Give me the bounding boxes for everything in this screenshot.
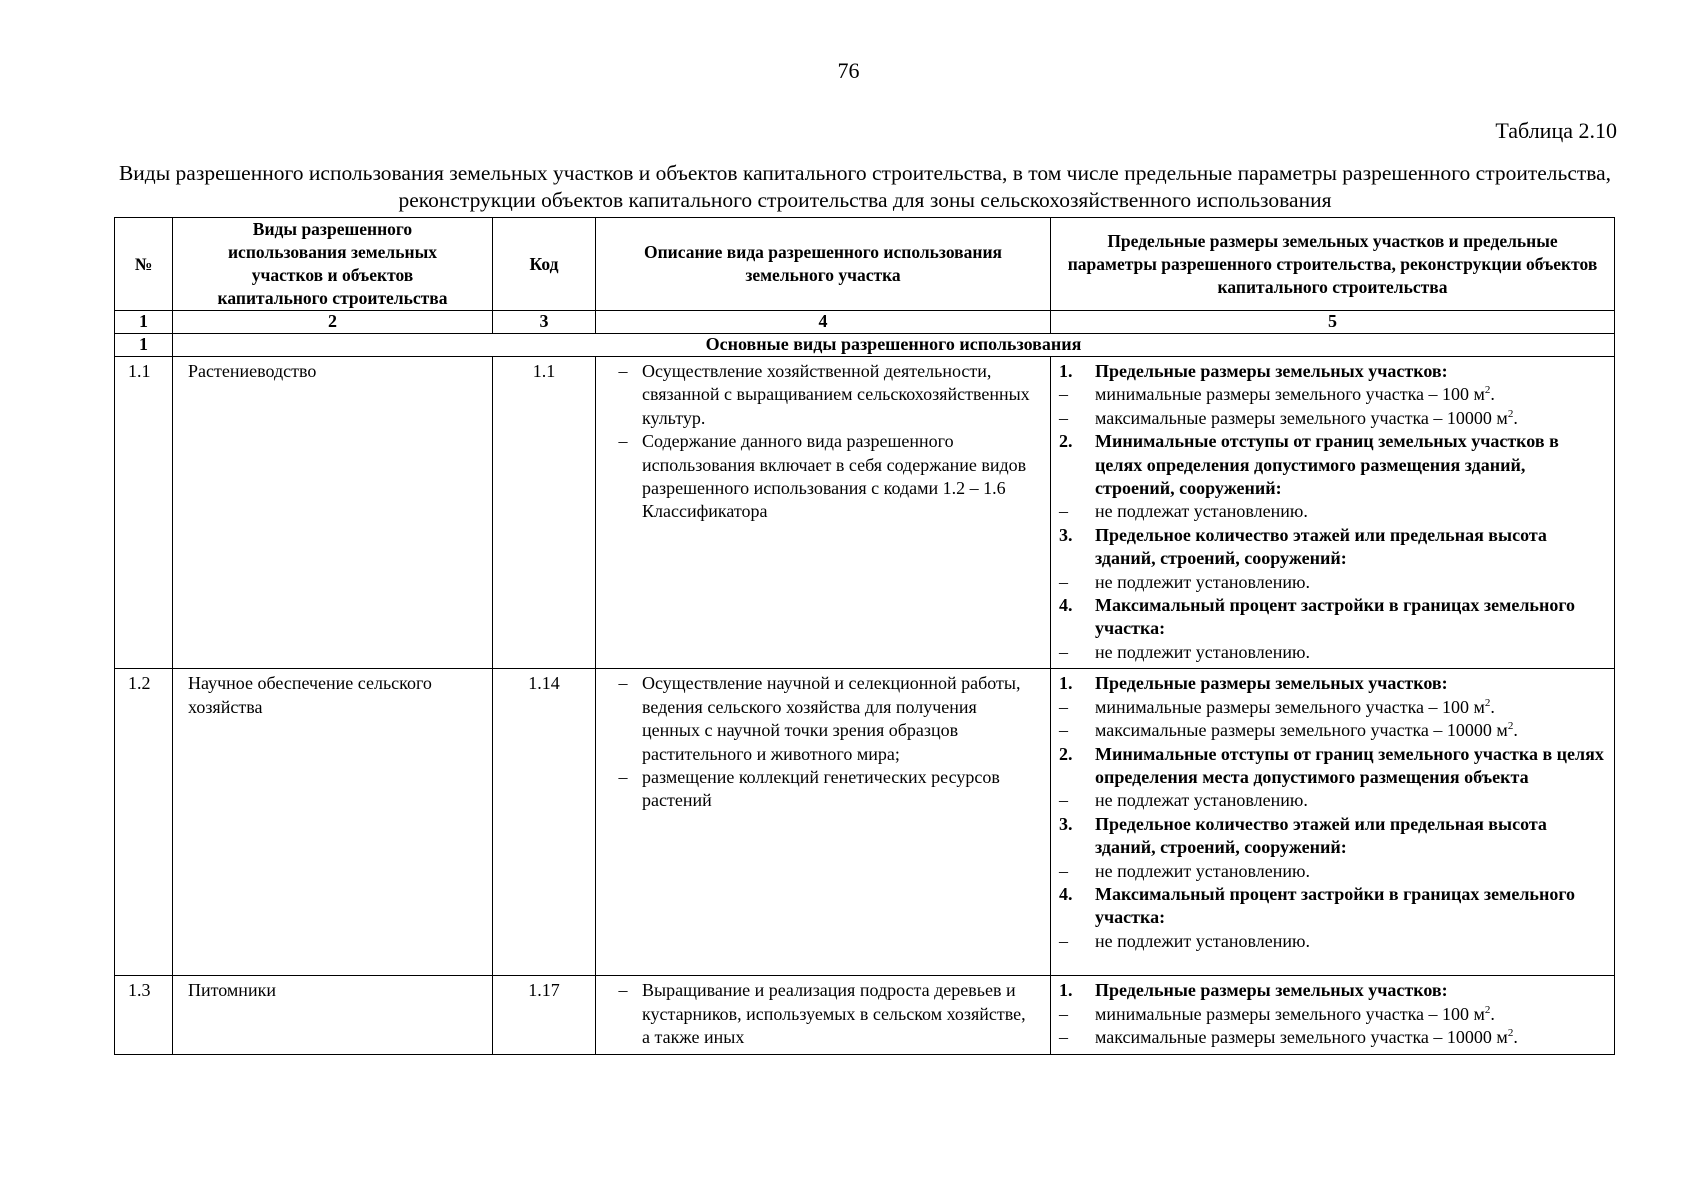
dash-marker: –: [1059, 696, 1068, 717]
item-number: 2.: [1059, 743, 1073, 764]
parameter-text: минимальные размеры земельного участка – 100 $м^2$.: [1095, 1003, 1495, 1024]
row-number: 1.3: [115, 976, 173, 1054]
dash-marker: –: [618, 980, 628, 1001]
table-row: [115, 669, 1615, 976]
item-number: 4.: [1059, 883, 1073, 904]
dash-marker: –: [1059, 501, 1068, 522]
row-use-type: Питомники: [173, 976, 493, 1054]
row-parameters: [1051, 669, 1615, 976]
table-row: [115, 357, 1615, 669]
superscript: 2: [1507, 720, 1514, 733]
superscript: 2: [1484, 1003, 1491, 1016]
dash-marker: –: [618, 361, 628, 381]
section-row: [115, 334, 1615, 357]
land-use-table: [114, 217, 1615, 1055]
parameter-heading: [1059, 594, 1608, 641]
dash-marker: –: [1059, 790, 1068, 811]
parameter-text: не подлежит установлению.: [1095, 860, 1310, 881]
table-row: [115, 976, 1615, 1054]
parameter-heading: [1059, 743, 1608, 790]
row-use-type: Растениеводство: [173, 357, 493, 669]
header-row: [115, 218, 1615, 311]
dash-marker: –: [1059, 930, 1068, 951]
superscript: 2: [1507, 407, 1514, 420]
parameter-text: Предельные размеры земельных участков:: [1095, 980, 1448, 1001]
parameter-text: не подлежит установлению.: [1095, 641, 1310, 662]
parameter-value: [1059, 407, 1608, 430]
parameter-text: Минимальные отступы от границ земельных участков в целях определения допустимого размещения зданий, строений, сооружений:: [1095, 431, 1559, 499]
parameter-text: Предельные размеры земельных участков:: [1095, 673, 1448, 694]
column-number: 5: [1051, 311, 1615, 334]
description-text: Осуществление хозяйственной деятельности, связанной с выращиванием сельскохозяйственных культур.: [642, 361, 1030, 428]
page-number: 76: [837, 58, 860, 83]
row-description: [596, 357, 1051, 669]
dash-marker: –: [618, 766, 628, 787]
parameter-value: [1059, 1003, 1608, 1026]
table-caption: Виды разрешенного использования земельных участков и объектов капитального строительства, в том числе предельные параметры разрешенного строительства, реконструкции объектов капитального строительства для зоны сельскохозяйственного использования: [118, 161, 1612, 212]
parameter-value: [1059, 383, 1608, 406]
description-item: [604, 360, 1038, 430]
item-number: 1.: [1059, 980, 1073, 1001]
parameter-text: максимальные размеры земельного участка – 10000 $м^2$.: [1095, 407, 1518, 428]
parameter-text: не подлежит установлению.: [1095, 571, 1310, 592]
parameter-heading: [1059, 360, 1608, 383]
table-label: Таблица 2.10: [1495, 118, 1617, 143]
dash-marker: –: [1059, 720, 1068, 741]
column-number: 2: [173, 311, 493, 334]
column-number: 1: [115, 311, 173, 334]
parameter-heading: [1059, 524, 1608, 571]
dash-marker: –: [1059, 860, 1068, 881]
column-numbers-row: [115, 311, 1615, 334]
superscript: 2: [1484, 696, 1491, 709]
parameter-text: минимальные размеры земельного участка – 100 $м^2$.: [1095, 696, 1495, 717]
description-text: Выращивание и реализация подроста деревьев и кустарников, используемых в сельском хозяйстве, а также иных: [642, 980, 1026, 1048]
parameter-value: [1059, 641, 1608, 664]
parameter-heading: [1059, 813, 1608, 860]
header-num: №: [115, 218, 173, 311]
parameter-value: [1059, 860, 1608, 883]
header-code: Код: [493, 218, 596, 311]
description-text: Содержание данного вида разрешенного использования включает в себя содержание видов разрешенного использования с кодами 1.2 – 1.6 Классификатора: [642, 431, 1027, 522]
header-desc: Описание вида разрешенного использования земельного участка: [596, 218, 1051, 311]
parameter-text: Предельные размеры земельных участков:: [1095, 361, 1448, 381]
row-number: 1.1: [115, 357, 173, 669]
description-item: [604, 672, 1038, 766]
parameter-value: [1059, 696, 1608, 719]
parameter-text: минимальные размеры земельного участка – 100 $м^2$.: [1095, 384, 1495, 405]
parameter-text: не подлежат установлению.: [1095, 790, 1308, 811]
section-title: Основные виды разрешенного использования: [173, 334, 1615, 357]
section-number: 1: [115, 334, 173, 357]
parameter-value: [1059, 930, 1608, 953]
item-number: 1.: [1059, 361, 1073, 381]
header-type: Виды разрешенного использования земельных участков и объектов капитального строительства: [173, 218, 493, 311]
row-parameters: [1051, 357, 1615, 669]
row-code: 1.17: [493, 976, 596, 1054]
dash-marker: –: [1059, 571, 1068, 592]
dash-marker: –: [1059, 384, 1068, 405]
row-number: 1.2: [115, 669, 173, 976]
item-number: 1.: [1059, 673, 1073, 694]
row-code: 1.14: [493, 669, 596, 976]
parameter-text: не подлежат установлению.: [1095, 501, 1308, 522]
parameter-heading: [1059, 979, 1608, 1002]
parameter-heading: [1059, 672, 1608, 695]
parameter-text: Предельное количество этажей или предельная высота зданий, строений, сооружений:: [1095, 813, 1547, 858]
column-number: 4: [596, 311, 1051, 334]
dash-marker: –: [1059, 407, 1068, 428]
description-item: [604, 979, 1038, 1049]
item-number: 3.: [1059, 813, 1073, 834]
row-code: 1.1: [493, 357, 596, 669]
row-parameters: [1051, 976, 1615, 1054]
parameter-text: Максимальный процент застройки в границах земельного участка:: [1095, 883, 1576, 928]
parameter-text: не подлежит установлению.: [1095, 930, 1310, 951]
dash-marker: –: [1059, 641, 1068, 662]
parameter-value: [1059, 789, 1608, 812]
parameter-text: Минимальные отступы от границ земельного участка в целях определения места допустимого размещения объекта: [1095, 743, 1604, 787]
column-number: 3: [493, 311, 596, 334]
description-item: [604, 766, 1038, 813]
dash-marker: –: [1059, 1027, 1068, 1048]
parameter-value: [1059, 571, 1608, 594]
dash-marker: –: [1059, 1003, 1068, 1024]
parameter-text: максимальные размеры земельного участка – 10000 $м^2$.: [1095, 720, 1518, 741]
parameter-text: Предельное количество этажей или предельная высота зданий, строений, сооружений:: [1095, 524, 1547, 569]
dash-marker: –: [618, 431, 628, 452]
description-text: размещение коллекций генетических ресурсов растений: [642, 766, 1000, 811]
parameter-heading: [1059, 430, 1608, 500]
description-text: Осуществление научной и селекционной работы, ведения сельского хозяйства для получения ценных с научной точки зрения образцов растительного и животного мира;: [642, 673, 1021, 764]
parameter-heading: [1059, 883, 1608, 930]
superscript: 2: [1507, 1027, 1514, 1040]
parameter-value: [1059, 1026, 1608, 1049]
parameter-text: Максимальный процент застройки в границах земельного участка:: [1095, 595, 1576, 639]
dash-marker: –: [618, 673, 628, 694]
parameter-value: [1059, 500, 1608, 523]
item-number: 3.: [1059, 524, 1073, 545]
parameter-text: максимальные размеры земельного участка – 10000 $м^2$.: [1095, 1027, 1518, 1048]
item-number: 4.: [1059, 595, 1073, 616]
header-params: Предельные размеры земельных участков и предельные параметры разрешенного строительства, реконструкции объектов капитального строительства: [1051, 218, 1615, 311]
item-number: 2.: [1059, 431, 1073, 452]
parameter-value: [1059, 719, 1608, 742]
row-description: [596, 976, 1051, 1054]
table-body: [115, 357, 1615, 1055]
row-description: [596, 669, 1051, 976]
description-item: [604, 430, 1038, 524]
row-use-type: Научное обеспечение сельского хозяйства: [173, 669, 493, 976]
superscript: 2: [1484, 384, 1491, 397]
